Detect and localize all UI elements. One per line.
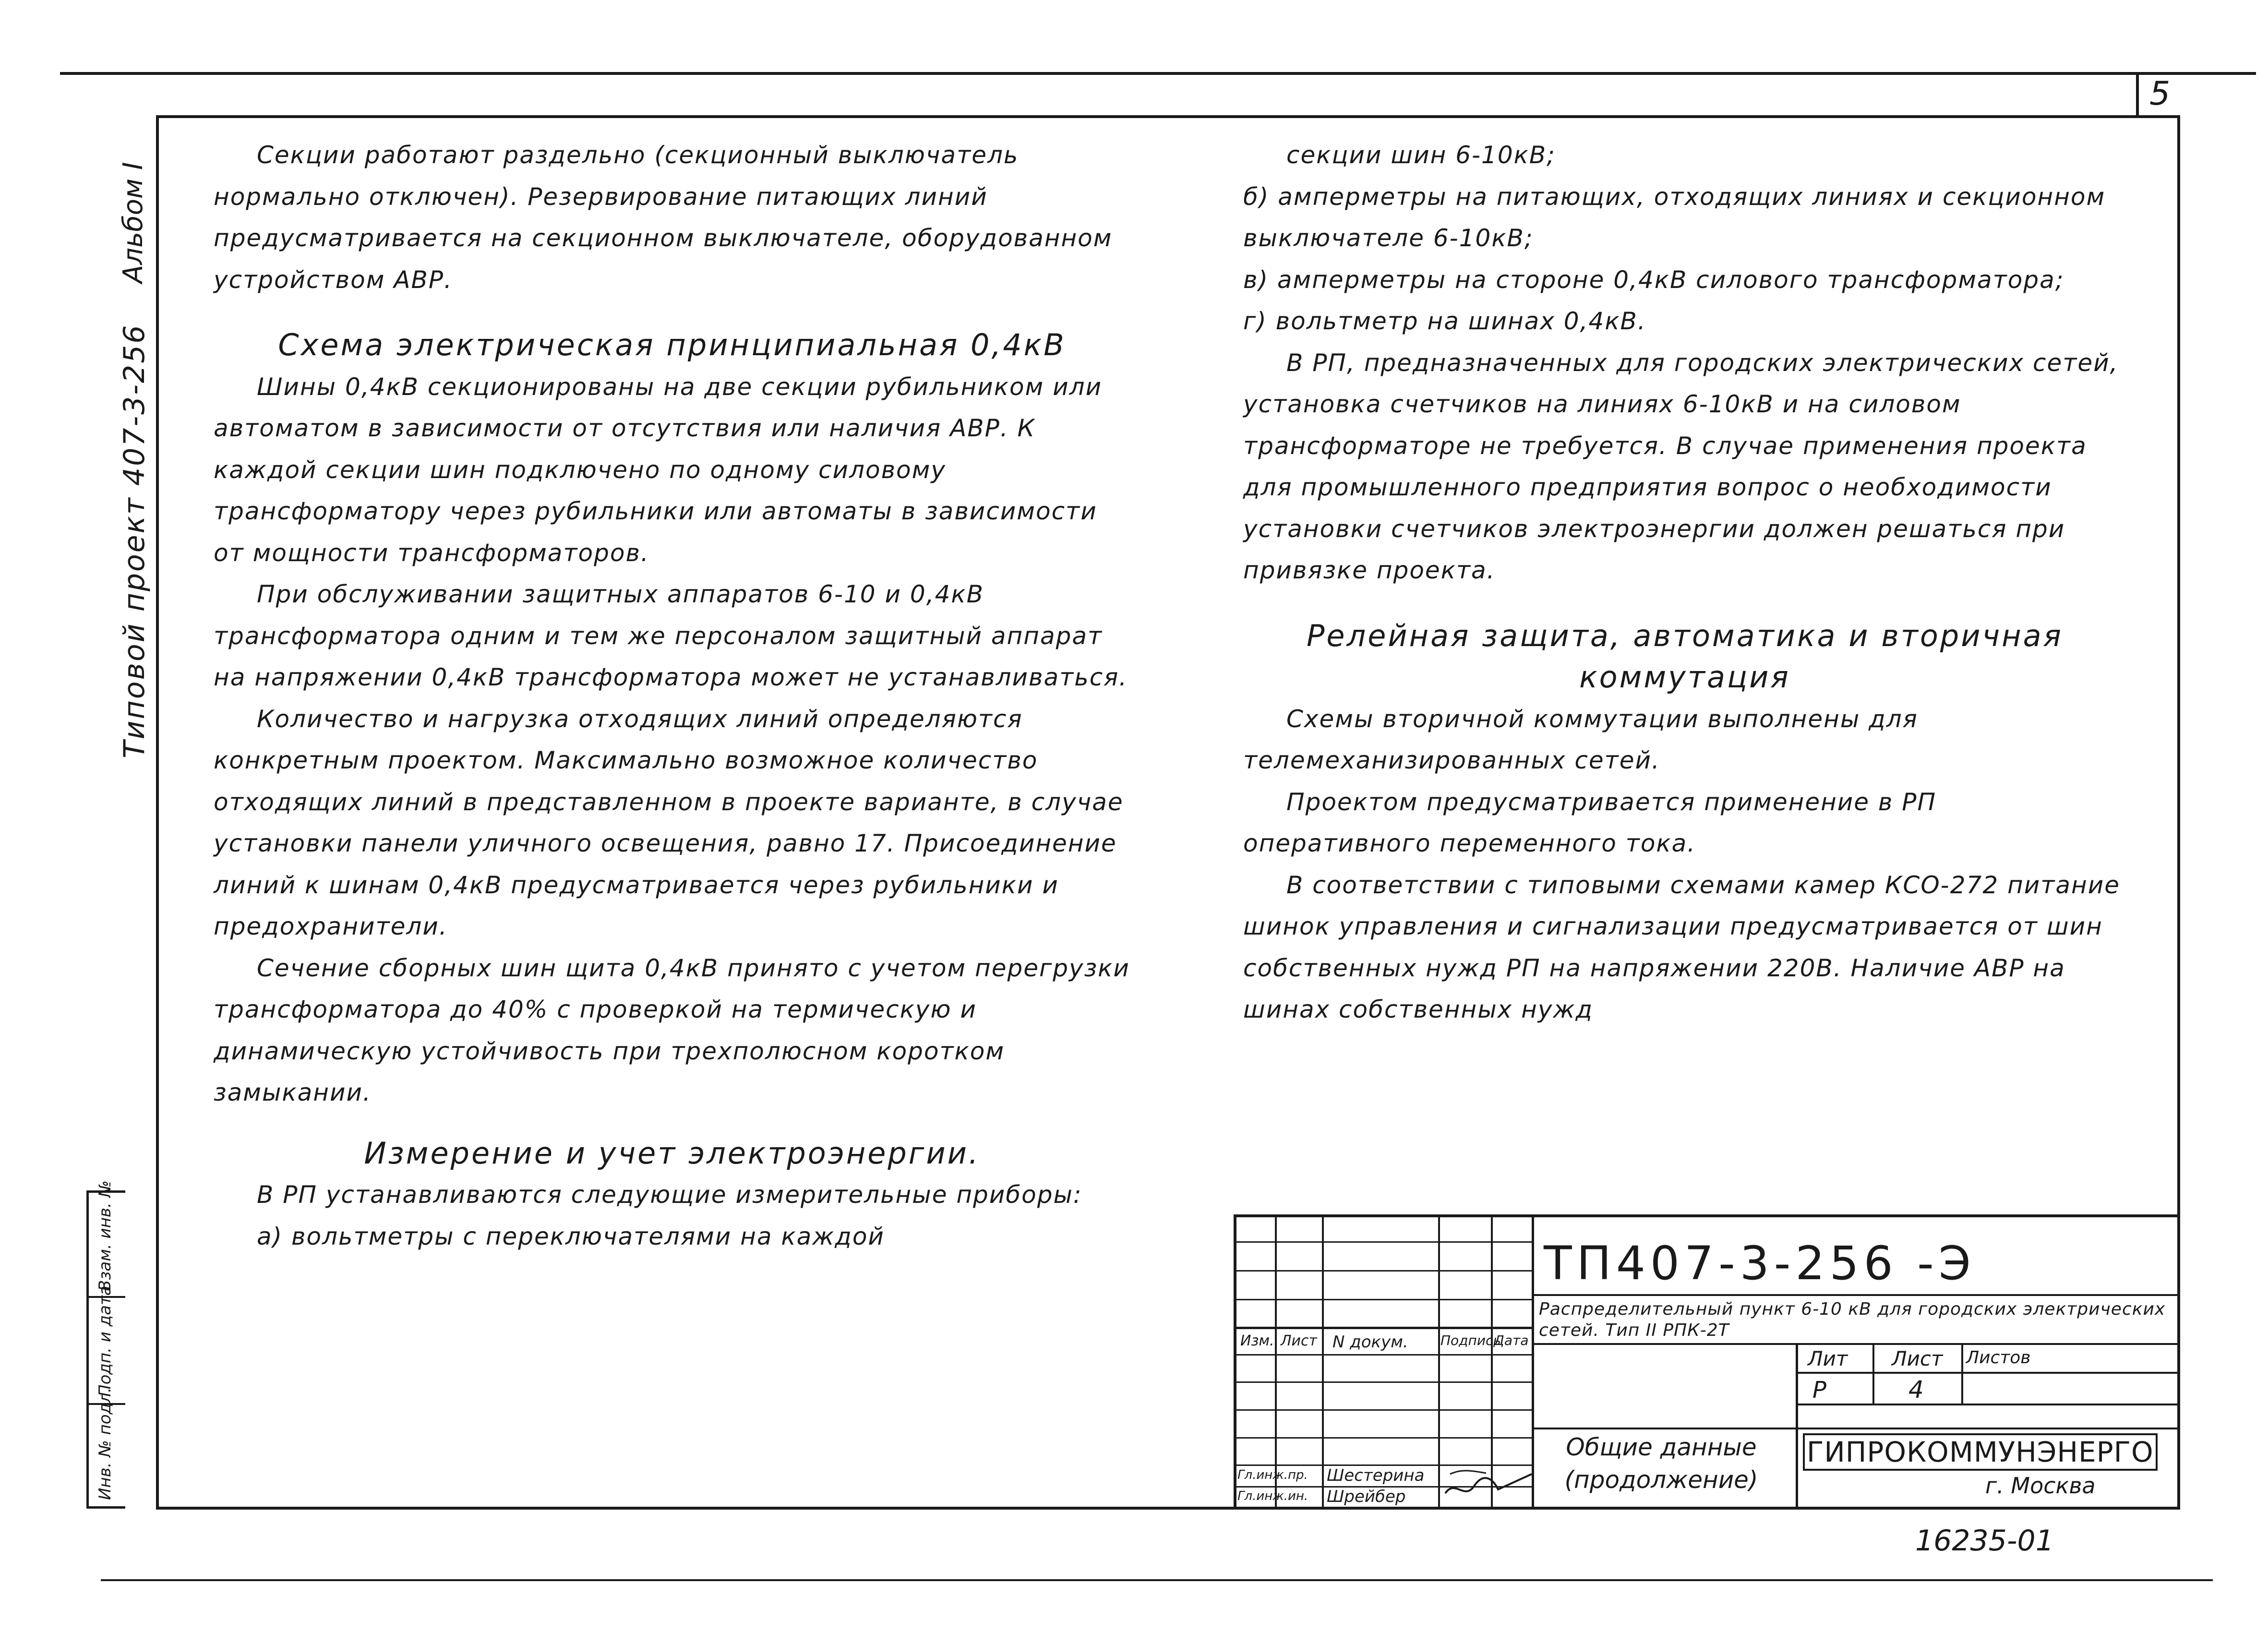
col-list: Лист xyxy=(1281,1332,1318,1349)
right-column xyxy=(1243,134,2126,1031)
paragraph: При обслуживании защитных аппаратов 6-10 и 0,4кВ трансформатора одним и тем же персоналом защитный аппарат на напряжении 0,4кВ трансформатора может не устанавливаться. xyxy=(214,580,1128,691)
list-item: в) амперметры на стороне 0,4кВ силового трансформатора; xyxy=(1243,265,2064,294)
album-label: Альбом I xyxy=(118,162,149,283)
paragraph: В РП устанавливаются следующие измерительные приборы: xyxy=(257,1181,1082,1209)
section-heading: Схема электрическая принципиальная 0,4кВ xyxy=(278,327,1066,362)
paragraph: В соответствии с типовыми схемами камер КСО-272 питание шинок управления и сигнализации предусматривается от шин собственных нужд РП на напряжении 220В. Наличие АВР на шинах собственных нужд xyxy=(1243,871,2120,1023)
list-item: г) вольтметр на шинах 0,4кВ. xyxy=(1243,307,1646,335)
list-item: б) амперметры на питающих, отходящих линиях и секционном выключателе 6-10кВ; xyxy=(1243,182,2106,252)
archive-number: 16235-01 xyxy=(1915,1524,2054,1558)
left-column xyxy=(214,134,1130,1257)
paragraph: Шины 0,4кВ секционированы на две секции рубильником или автоматом в зависимости от отсутствия или наличия АВР. К каждой секции шин подключено по одному силовому трансформатору через рубильники или автоматы в зависимости от мощности трансформаторов. xyxy=(214,372,1103,567)
title-block xyxy=(1234,1214,2177,1507)
paragraph: секции шин 6-10кВ; xyxy=(1286,141,1556,169)
bottom-trim-line xyxy=(101,1579,2213,1581)
page-number-box xyxy=(2136,72,2177,118)
city: г. Москва xyxy=(1985,1473,2096,1499)
project-description: Распределительный пункт 6-10 кВ для городских электрических сетей. Тип II РПК-2Т xyxy=(1539,1299,2166,1340)
sheet-title: Общие данные (продолжение) xyxy=(1564,1433,1758,1494)
col-date: Дата xyxy=(1494,1332,1529,1348)
top-trim-line xyxy=(60,72,2256,75)
paragraph: В РП, предназначенных для городских электрических сетей, установка счетчиков на линиях 6-10кВ и на силовом трансформаторе не требуется. В случае применения проекта для промышленного предприятия вопрос о необходимости установки счетчиков электроэнергии должен решаться при привязке проекта. xyxy=(1243,348,2119,584)
stamp-inv-duplicate: Взам. инв. № xyxy=(96,1180,115,1291)
role-1: Гл.инж.пр. xyxy=(1237,1468,1308,1482)
lit-value: Р xyxy=(1812,1377,1826,1404)
name-1: Шестерина xyxy=(1327,1466,1425,1485)
organization: ГИПРОКОММУНЭНЕРГО xyxy=(1803,1433,2158,1471)
margin-stamp xyxy=(86,1180,125,1509)
stamp-inv-original: Инв. № подл. xyxy=(96,1387,115,1500)
name-2: Шрейбер xyxy=(1327,1487,1406,1506)
sheets-label: Листов xyxy=(1966,1348,2031,1368)
col-izm: Изм. xyxy=(1240,1332,1274,1349)
paragraph: Секции работают раздельно (секционный выключатель нормально отключен). Резервирование питающих линий предусматривается на секционном выключателе, оборудованном устройством АВР. xyxy=(214,141,1113,294)
page-number: 5 xyxy=(2149,75,2171,113)
col-sign: Подпись xyxy=(1440,1332,1501,1348)
section-heading: Релейная защита, автоматика и вторичная коммутация xyxy=(1307,618,2063,695)
stamp-signature-date: Подп. и дата xyxy=(96,1285,115,1397)
section-heading: Измерение и учет электроэнергии. xyxy=(364,1135,980,1171)
role-2: Гл.инж.ин. xyxy=(1237,1489,1308,1503)
sheet-value: 4 xyxy=(1908,1376,1924,1404)
paragraph: Проектом предусматривается применение в РП оперативного переменного тока. xyxy=(1243,788,1937,857)
lit-label: Лит xyxy=(1808,1347,1848,1370)
signature-mark xyxy=(1440,1460,1536,1505)
paragraph: а) вольтметры с переключателями на каждой xyxy=(257,1222,885,1250)
paragraph: Схемы вторичной коммутации выполнены для телемеханизированных сетей. xyxy=(1243,705,1918,774)
paragraph: Сечение сборных шин щита 0,4кВ принято с учетом перегрузки трансформатора до 40% с проверкой на термическую и динамическую устойчивость при трехполюсном коротком замыкании. xyxy=(214,954,1130,1106)
sheet-label: Лист xyxy=(1892,1347,1943,1370)
paragraph: Количество и нагрузка отходящих линий определяются конкретным проектом. Максимально возможное количество отходящих линий в представленном в проекте варианте, в случае установки панели уличного освещения, равно 17. Присоединение линий к шинам 0,4кВ предусматривается через рубильники и предохранители. xyxy=(214,705,1124,940)
document-code: ТП407-3-256 -Э xyxy=(1544,1236,1976,1290)
project-label: Типовой проект 407-3-256 xyxy=(118,324,151,758)
col-doc: N докум. xyxy=(1332,1332,1408,1352)
